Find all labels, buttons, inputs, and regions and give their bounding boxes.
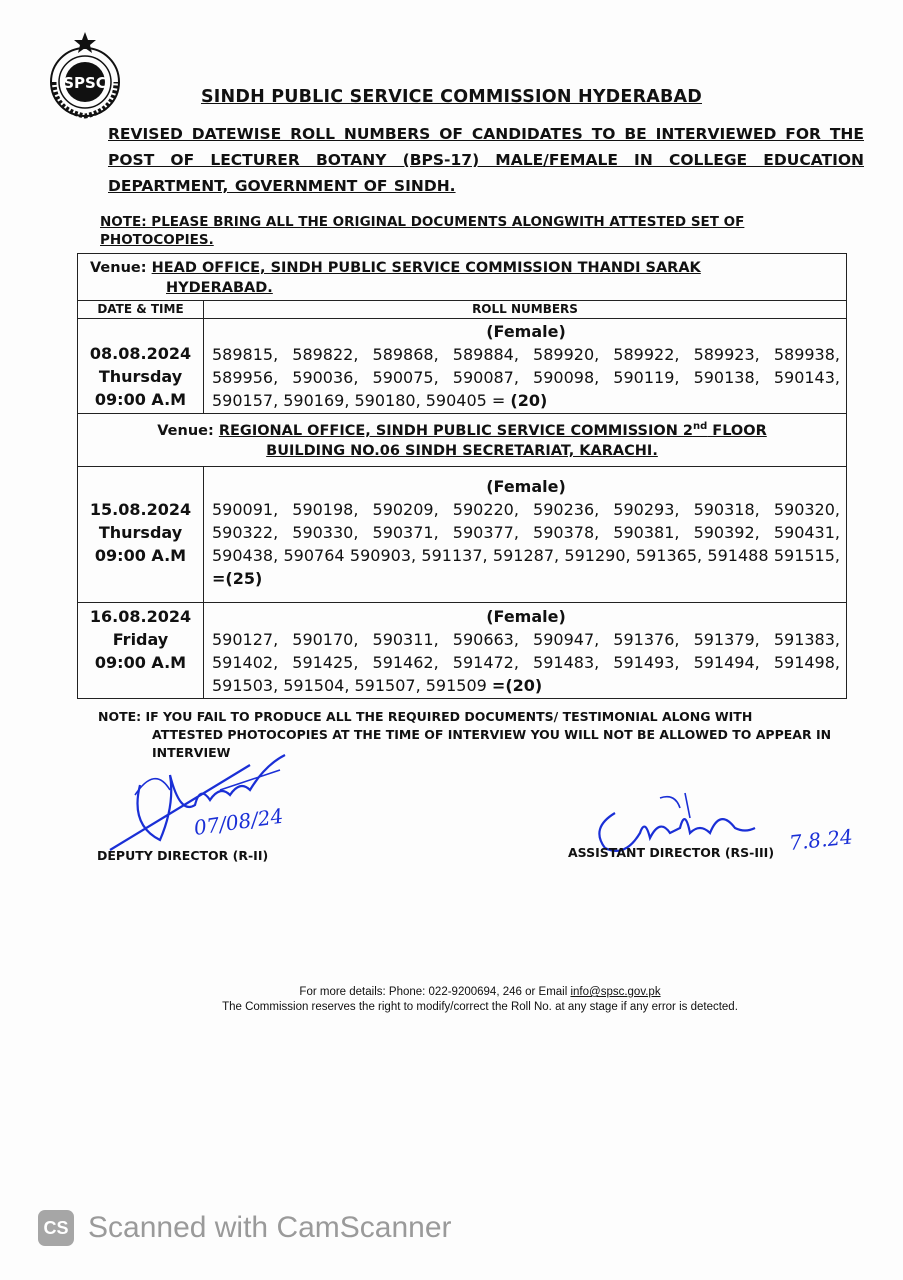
table-row <box>78 466 847 602</box>
interview-time: 09:00 A.M <box>94 652 187 672</box>
camscanner-logo-icon: CS <box>38 1210 74 1246</box>
venue-label: Venue: <box>90 260 147 276</box>
venue-karachi-line1 <box>219 423 767 439</box>
camscanner-watermark <box>38 1210 452 1246</box>
roll-count: =(25) <box>212 568 263 588</box>
venue-hyderabad-line2: HYDERABAD. <box>166 280 273 296</box>
column-header-date: DATE & TIME <box>78 301 204 319</box>
note-line1: NOTE: IF YOU FAIL TO PRODUCE ALL THE REQUIRED DOCUMENTS/ TESTIMONIAL ALONG WITH <box>98 709 753 724</box>
interview-day: Friday <box>112 629 169 649</box>
date-cell <box>78 466 204 602</box>
interview-time: 09:00 A.M <box>94 390 187 409</box>
note-rest: ATTESTED PHOTOCOPIES AT THE TIME OF INTERVIEW YOU WILL NOT BE ALLOWED TO APPEAR IN INTERVIEW <box>152 727 832 760</box>
deputy-director-role: DEPUTY DIRECTOR (R-II) <box>97 848 269 863</box>
roll-number-list <box>212 343 840 412</box>
table-header-row <box>78 301 847 319</box>
date-cell <box>78 602 204 698</box>
footer-email-link[interactable]: info@spsc.gov.pk <box>570 986 661 998</box>
interview-day: Thursday <box>98 522 183 542</box>
footer-contact-text: For more details: Phone: 022-9200694, 246 or Email <box>299 986 571 998</box>
interview-date: 08.08.2024 <box>89 344 192 363</box>
camscanner-text: Scanned with CamScanner <box>88 1211 452 1244</box>
interview-date: 15.08.2024 <box>89 499 192 519</box>
venue-row-karachi <box>78 414 847 467</box>
table-row <box>78 319 847 414</box>
roll-numbers: 590127, 590170, 590311, 590663, 590947, 591376, 591379, 591383, 591402, 591425, 591462, 591472, 591483, 591493, 591494, 591498, 591503, 591504, 591507, 591509 <box>212 629 840 695</box>
category-label: (Female) <box>486 476 566 496</box>
ordinal-suffix: nd <box>692 421 708 432</box>
category-label: (Female) <box>486 322 566 341</box>
venue-row-hyderabad <box>78 254 847 301</box>
venue-karachi-line1-text: REGIONAL OFFICE, SINDH PUBLIC SERVICE COMMISSION 2 <box>218 422 693 439</box>
venue-karachi-floor: FLOOR <box>707 422 767 439</box>
venue-hyderabad-line1: HEAD OFFICE, SINDH PUBLIC SERVICE COMMISSION THANDI SARAK <box>151 260 701 276</box>
interview-date: 16.08.2024 <box>89 606 192 626</box>
venue-hyderabad <box>78 254 847 301</box>
venue-label: Venue: <box>157 422 214 439</box>
date-cell <box>78 319 204 414</box>
interview-time: 09:00 A.M <box>94 545 187 565</box>
logo-text: SPSC <box>63 74 107 92</box>
roll-numbers-table <box>77 253 847 699</box>
page-title: SINDH PUBLIC SERVICE COMMISSION HYDERABAD <box>200 87 702 107</box>
signature-date-right: 7.8.24 <box>788 824 854 855</box>
deputy-director-signature <box>100 745 300 855</box>
interview-day: Thursday <box>98 367 183 386</box>
roll-numbers: 589815, 589822, 589868, 589884, 589920, 589922, 589923, 589938, 589956, 590036, 590075, 590087, 590098, 590119, 590138, 590143, 590157, 590169, 590180, 590405 = <box>212 345 840 410</box>
column-header-rolls: ROLL NUMBERS <box>204 301 847 319</box>
roll-count: =(20) <box>491 675 543 695</box>
roll-numbers: 590091, 590198, 590209, 590220, 590236, 590293, 590318, 590320, 590322, 590330, 590371, 590377, 590378, 590381, 590392, 590431, 590438, 590764 590903, 591137, 591287, 591290, 591365, 591488 591515, <box>212 499 840 565</box>
footer-disclaimer: The Commission reserves the right to modify/correct the Roll No. at any stage if any error is detected. <box>222 1001 738 1013</box>
document-subject: REVISED DATEWISE ROLL NUMBERS OF CANDIDATES TO BE INTERVIEWED FOR THE POST OF LECTURER BOTANY (BPS-17) MALE/FEMALE IN COLLEGE EDUCATION DEPARTMENT, GOVERNMENT OF SINDH. <box>108 125 864 195</box>
note-original-documents: NOTE: PLEASE BRING ALL THE ORIGINAL DOCUMENTS ALONGWITH ATTESTED SET OF PHOTOCOPIES. <box>100 214 745 248</box>
venue-karachi <box>78 414 847 467</box>
footer <box>0 985 903 1015</box>
signature-date-left: 07/08/24 <box>192 803 285 840</box>
assistant-director-role: ASSISTANT DIRECTOR (RS-III) <box>568 845 775 860</box>
venue-karachi-line2: BUILDING NO.06 SINDH SECRETARIAT, KARACHI. <box>266 442 658 459</box>
roll-number-list <box>212 498 840 590</box>
footer-contact <box>0 985 903 1000</box>
table-row <box>78 602 847 698</box>
category-label: (Female) <box>486 606 566 626</box>
roll-cell <box>204 602 847 698</box>
roll-cell <box>204 466 847 602</box>
roll-cell <box>204 319 847 414</box>
roll-count: (20) <box>510 391 548 410</box>
roll-number-list <box>212 628 840 697</box>
